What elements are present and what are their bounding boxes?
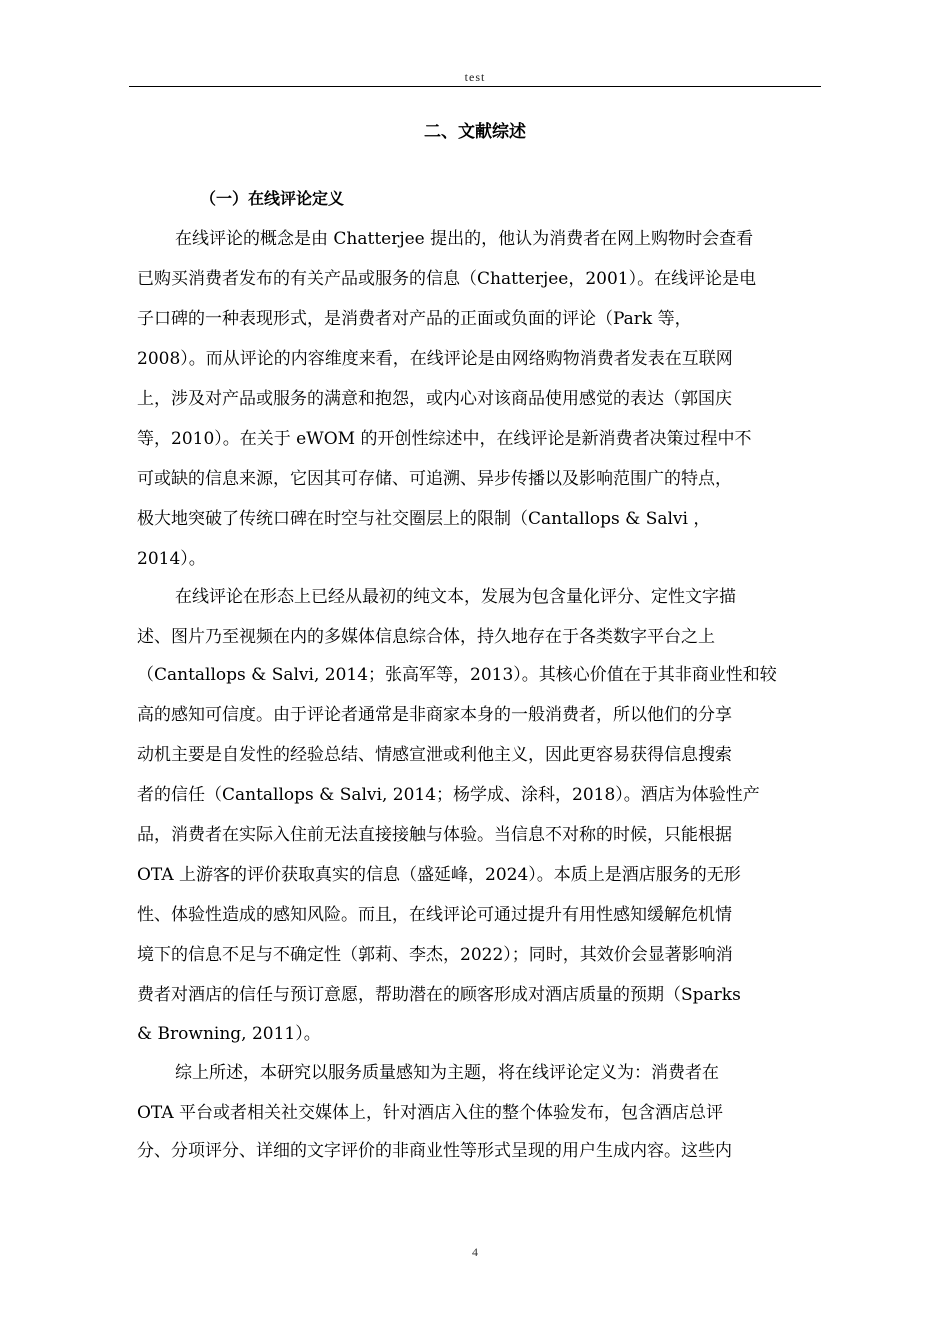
- body-line: 极大地突破了传统口碑在时空与社交圈层上的限制（Cantallops & Salvi ，: [137, 509, 711, 529]
- page-header: test: [464, 70, 486, 84]
- body-line: OTA 平台或者相关社交媒体上，针对酒店入住的整个体验发布，包含酒店总评: [137, 1103, 724, 1123]
- body-line: 性、体验性造成的感知风险。而且，在线评论可通过提升有用性感知缓解危机情: [137, 905, 732, 925]
- body-line: 2008）。而从评论的内容维度来看，在线评论是由网络购物消费者发表在互联网: [137, 349, 733, 369]
- body-line: 在线评论的概念是由 Chatterjee 提出的，他认为消费者在网上购物时会查看: [175, 229, 754, 249]
- body-line: 子口碑的一种表现形式，是消费者对产品的正面或负面的评论（Park 等，: [137, 309, 692, 329]
- body-line: & Browning, 2011）。: [137, 1024, 321, 1044]
- body-line: （Cantallops & Salvi, 2014；张高军等，2013）。其核心价值在于其非商业性和较: [137, 665, 777, 685]
- body-line: 境下的信息不足与不确定性（郭莉、李杰，2022）；同时，其效价会显著影响消: [137, 945, 733, 965]
- body-line: 2014）。: [137, 549, 206, 569]
- body-line: 可或缺的信息来源，它因其可存储、可追溯、异步传播以及影响范围广的特点，: [137, 469, 732, 489]
- body-line: 综上所述，本研究以服务质量感知为主题，将在线评论定义为：消费者在: [175, 1063, 719, 1083]
- body-line: 在线评论在形态上已经从最初的纯文本，发展为包含量化评分、定性文字描: [175, 587, 736, 607]
- page-number: 4: [472, 1245, 478, 1259]
- body-line: 高的感知可信度。由于评论者通常是非商家本身的一般消费者，所以他们的分享: [137, 705, 732, 725]
- body-line: 动机主要是自发性的经验总结、情感宣泄或利他主义，因此更容易获得信息搜索: [137, 745, 732, 765]
- body-line: 述、图片乃至视频在内的多媒体信息综合体，持久地存在于各类数字平台之上: [137, 627, 715, 647]
- body-line: 上，涉及对产品或服务的满意和抱怨，或内心对该商品使用感觉的表达（郭国庆: [137, 389, 732, 409]
- subsection-title: （一）在线评论定义: [200, 189, 345, 208]
- body-line: 费者对酒店的信任与预订意愿，帮助潜在的顾客形成对酒店质量的预期（Sparks: [137, 985, 741, 1005]
- body-line: 者的信任（Cantallops & Salvi, 2014；杨学成、涂科，2018）。酒店为体验性产: [137, 785, 760, 805]
- body-line: OTA 上游客的评价获取真实的信息（盛延峰，2024）。本质上是酒店服务的无形: [137, 865, 741, 885]
- section-title: 二、文献综述: [424, 122, 526, 142]
- body-line: 等，2010）。在关于 eWOM 的开创性综述中，在线评论是新消费者决策过程中不: [137, 429, 752, 449]
- body-line: 已购买消费者发布的有关产品或服务的信息（Chatterjee，2001）。在线评论是电: [137, 269, 757, 289]
- body-line: 品，消费者在实际入住前无法直接接触与体验。当信息不对称的时候，只能根据: [137, 825, 732, 845]
- body-line: 分、分项评分、详细的文字评价的非商业性等形式呈现的用户生成内容。这些内: [137, 1141, 732, 1161]
- header-rule: [129, 86, 821, 87]
